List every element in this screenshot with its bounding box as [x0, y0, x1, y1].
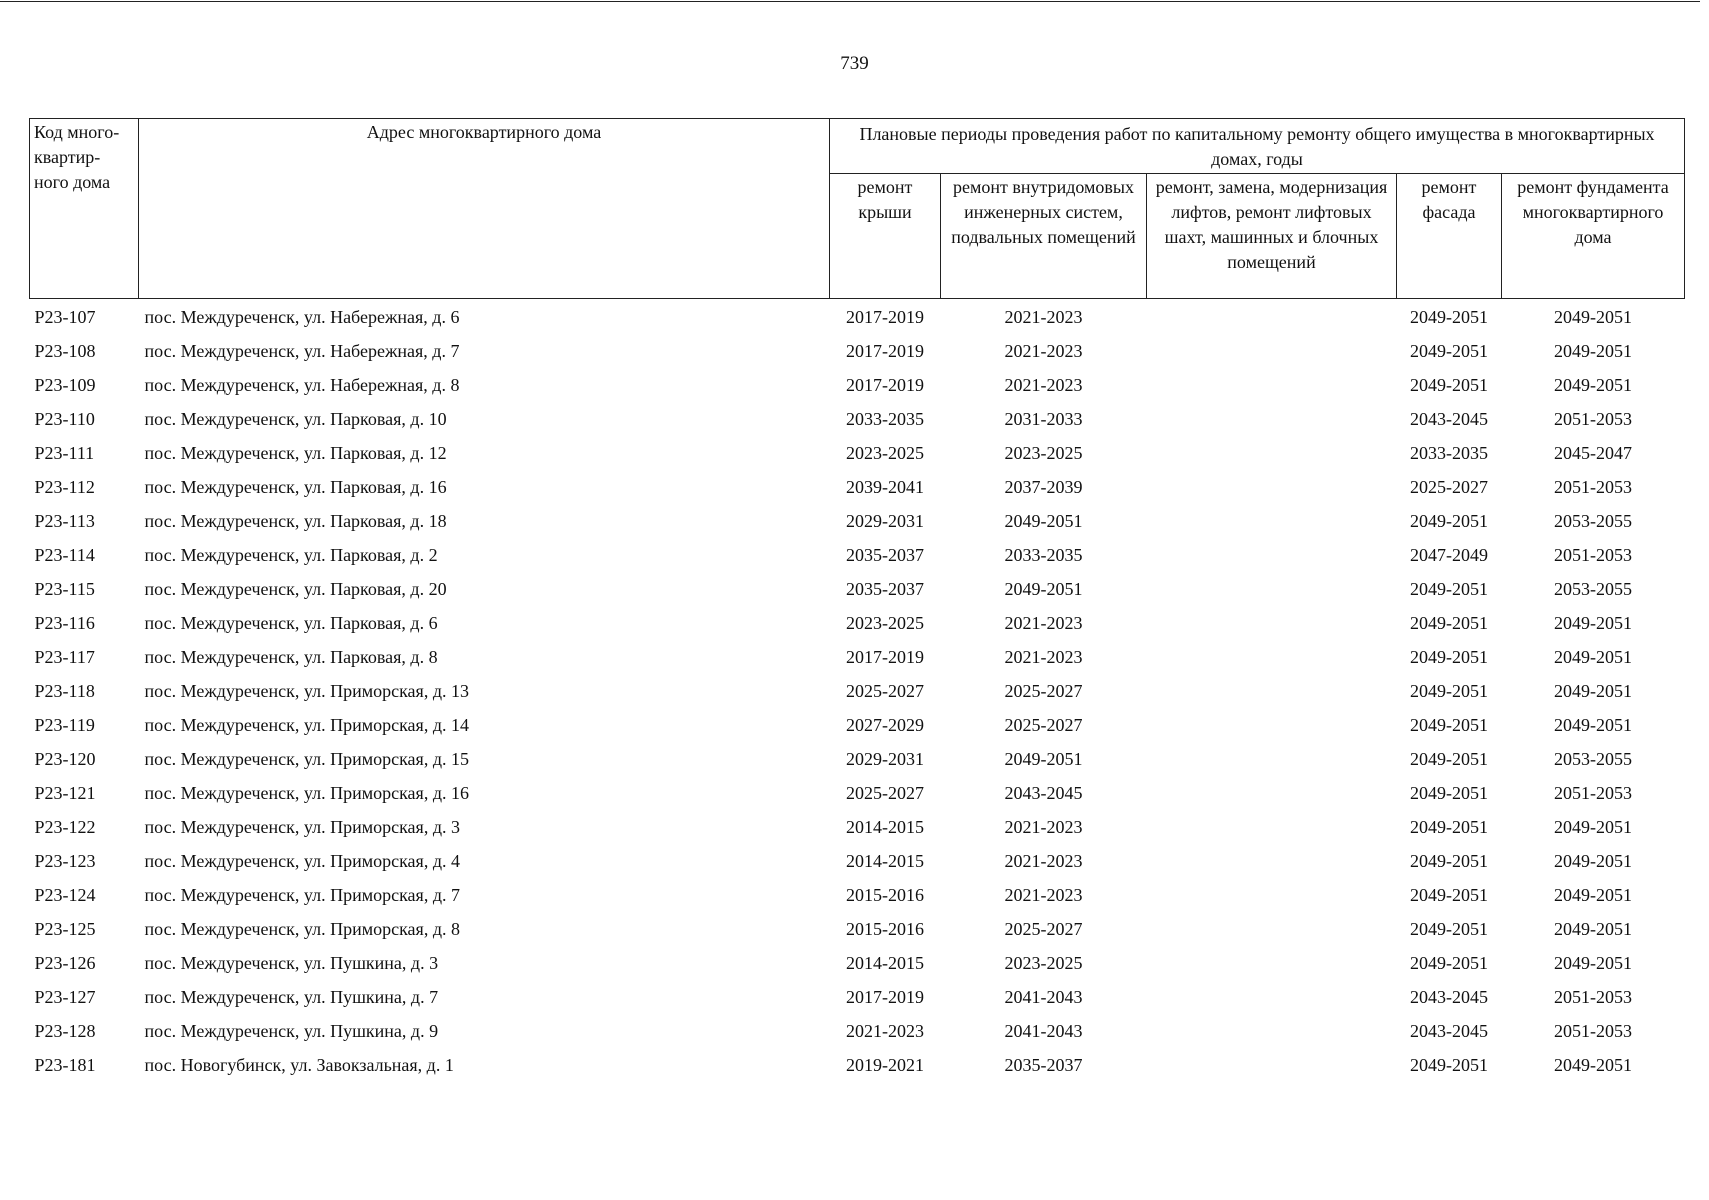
cell-facade: 2049-2051	[1410, 919, 1488, 939]
cell-facade: 2025-2027	[1410, 477, 1488, 497]
cell-elevators	[1147, 368, 1397, 402]
cell-foundation: 2049-2051	[1554, 681, 1632, 701]
cell-elevators	[1147, 470, 1397, 504]
cell-elevators	[1147, 1048, 1397, 1082]
cell-elevators	[1147, 980, 1397, 1014]
cell-engineering: 2021-2023	[1004, 341, 1083, 361]
cell-address: пос. Междуреченск, ул. Парковая, д. 6	[144, 613, 438, 633]
cell-engineering: 2021-2023	[1004, 851, 1083, 871]
cell-roof: 2039-2041	[846, 477, 924, 497]
table-row	[30, 402, 1685, 436]
cell-address: пос. Междуреченск, ул. Парковая, д. 18	[144, 511, 447, 531]
cell-roof: 2014-2015	[846, 953, 924, 973]
cell-facade: 2049-2051	[1410, 375, 1488, 395]
header-facade	[1397, 174, 1502, 299]
header-address-label: Адрес многоквартирного дома	[366, 122, 602, 142]
cell-elevators	[1147, 708, 1397, 742]
cell-address: пос. Междуреченск, ул. Пушкина, д. 9	[144, 1021, 439, 1041]
header-engineering	[941, 174, 1147, 299]
cell-roof: 2017-2019	[846, 341, 924, 361]
cell-facade: 2049-2051	[1410, 851, 1488, 871]
cell-elevators	[1147, 334, 1397, 368]
cell-foundation: 2049-2051	[1554, 307, 1632, 327]
cell-foundation: 2051-2053	[1554, 477, 1632, 497]
cell-roof: 2025-2027	[846, 783, 924, 803]
table-body	[30, 299, 1685, 1083]
cell-engineering: 2049-2051	[1004, 749, 1083, 769]
cell-engineering: 2043-2045	[1004, 783, 1083, 803]
cell-roof: 2033-2035	[846, 409, 924, 429]
cell-facade: 2049-2051	[1410, 817, 1488, 837]
table-row	[30, 878, 1685, 912]
cell-address: пос. Междуреченск, ул. Приморская, д. 4	[144, 851, 460, 871]
cell-code: P23-128	[34, 1021, 96, 1041]
cell-address: пос. Междуреченск, ул. Приморская, д. 8	[144, 919, 460, 939]
top-rule	[0, 1, 1700, 2]
cell-roof: 2014-2015	[846, 851, 924, 871]
cell-address: пос. Междуреченск, ул. Пушкина, д. 7	[144, 987, 439, 1007]
cell-roof: 2014-2015	[846, 817, 924, 837]
cell-engineering: 2023-2025	[1004, 443, 1083, 463]
cell-address: пос. Междуреченск, ул. Приморская, д. 16	[144, 783, 469, 803]
table-row	[30, 1048, 1685, 1082]
table-row	[30, 368, 1685, 402]
cell-facade: 2049-2051	[1410, 953, 1488, 973]
cell-foundation: 2051-2053	[1554, 783, 1632, 803]
cell-roof: 2017-2019	[846, 647, 924, 667]
cell-code: P23-181	[34, 1055, 96, 1075]
cell-address: пос. Междуреченск, ул. Приморская, д. 14	[144, 715, 469, 735]
cell-facade: 2049-2051	[1410, 783, 1488, 803]
cell-engineering: 2031-2033	[1004, 409, 1083, 429]
cell-elevators	[1147, 844, 1397, 878]
header-code-label: Код много- квартир- ного дома	[34, 122, 120, 192]
cell-foundation: 2049-2051	[1554, 375, 1632, 395]
cell-roof: 2017-2019	[846, 307, 924, 327]
cell-foundation: 2051-2053	[1554, 409, 1632, 429]
cell-elevators	[1147, 776, 1397, 810]
header-code	[30, 119, 139, 299]
cell-facade: 2049-2051	[1410, 1055, 1488, 1075]
cell-engineering: 2021-2023	[1004, 817, 1083, 837]
cell-foundation: 2049-2051	[1554, 341, 1632, 361]
cell-code: P23-126	[34, 953, 96, 973]
cell-engineering: 2025-2027	[1004, 919, 1083, 939]
cell-foundation: 2053-2055	[1554, 579, 1632, 599]
cell-foundation: 2049-2051	[1554, 715, 1632, 735]
cell-code: P23-122	[34, 817, 96, 837]
header-roof	[830, 174, 941, 299]
cell-foundation: 2051-2053	[1554, 545, 1632, 565]
cell-code: P23-115	[34, 579, 95, 599]
cell-code: P23-111	[34, 443, 95, 463]
table-row	[30, 776, 1685, 810]
cell-address: пос. Междуреченск, ул. Пушкина, д. 3	[144, 953, 439, 973]
table-row	[30, 640, 1685, 674]
cell-foundation: 2049-2051	[1554, 817, 1632, 837]
cell-engineering: 2033-2035	[1004, 545, 1083, 565]
table-row	[30, 912, 1685, 946]
cell-code: P23-118	[34, 681, 95, 701]
cell-code: P23-127	[34, 987, 96, 1007]
cell-elevators	[1147, 810, 1397, 844]
cell-foundation: 2049-2051	[1554, 1055, 1632, 1075]
cell-address: пос. Междуреченск, ул. Набережная, д. 8	[144, 375, 460, 395]
cell-foundation: 2053-2055	[1554, 511, 1632, 531]
cell-address: пос. Междуреченск, ул. Приморская, д. 13	[144, 681, 469, 701]
cell-engineering: 2041-2043	[1004, 987, 1083, 1007]
header-facade-label: ремонт фасада	[1421, 177, 1477, 222]
table-row	[30, 538, 1685, 572]
table-row	[30, 606, 1685, 640]
cell-elevators	[1147, 912, 1397, 946]
header-foundation-label: ремонт фундамента многоквартирного дома	[1517, 177, 1669, 247]
cell-elevators	[1147, 436, 1397, 470]
table-row	[30, 470, 1685, 504]
cell-engineering: 2049-2051	[1004, 511, 1083, 531]
table-row	[30, 436, 1685, 470]
table-row	[30, 504, 1685, 538]
header-engineering-label: ремонт внутридомовых инженерных систем, подвальных помещений	[951, 177, 1136, 247]
cell-engineering: 2025-2027	[1004, 715, 1083, 735]
cell-engineering: 2021-2023	[1004, 307, 1083, 327]
header-periods-group	[830, 119, 1685, 174]
header-roof-label: ремонт крыши	[857, 177, 913, 222]
cell-roof: 2029-2031	[846, 511, 924, 531]
table-row	[30, 708, 1685, 742]
cell-code: P23-117	[34, 647, 95, 667]
cell-foundation: 2049-2051	[1554, 885, 1632, 905]
cell-elevators	[1147, 299, 1397, 335]
cell-roof: 2025-2027	[846, 681, 924, 701]
header-foundation	[1502, 174, 1685, 299]
cell-code: P23-124	[34, 885, 96, 905]
cell-roof: 2015-2016	[846, 919, 924, 939]
cell-engineering: 2021-2023	[1004, 613, 1083, 633]
cell-roof: 2023-2025	[846, 613, 924, 633]
cell-roof: 2017-2019	[846, 987, 924, 1007]
cell-code: P23-123	[34, 851, 96, 871]
cell-elevators	[1147, 640, 1397, 674]
cell-facade: 2043-2045	[1410, 409, 1488, 429]
cell-facade: 2049-2051	[1410, 749, 1488, 769]
table-row	[30, 674, 1685, 708]
cell-foundation: 2045-2047	[1554, 443, 1632, 463]
cell-code: P23-110	[34, 409, 95, 429]
cell-engineering: 2035-2037	[1004, 1055, 1083, 1075]
cell-facade: 2049-2051	[1410, 715, 1488, 735]
cell-facade: 2043-2045	[1410, 1021, 1488, 1041]
cell-roof: 2017-2019	[846, 375, 924, 395]
cell-address: пос. Междуреченск, ул. Приморская, д. 15	[144, 749, 469, 769]
cell-code: P23-125	[34, 919, 96, 939]
cell-roof: 2035-2037	[846, 579, 924, 599]
cell-elevators	[1147, 504, 1397, 538]
cell-code: P23-108	[34, 341, 96, 361]
table-row	[30, 1014, 1685, 1048]
cell-address: пос. Междуреченск, ул. Набережная, д. 7	[144, 341, 460, 361]
cell-foundation: 2049-2051	[1554, 647, 1632, 667]
table-row	[30, 946, 1685, 980]
cell-code: P23-120	[34, 749, 96, 769]
cell-facade: 2049-2051	[1410, 647, 1488, 667]
cell-address: пос. Междуреченск, ул. Парковая, д. 20	[144, 579, 447, 599]
cell-facade: 2049-2051	[1410, 681, 1488, 701]
cell-elevators	[1147, 402, 1397, 436]
table-header	[30, 119, 1685, 299]
cell-elevators	[1147, 742, 1397, 776]
cell-foundation: 2051-2053	[1554, 1021, 1632, 1041]
cell-code: P23-116	[34, 613, 95, 633]
header-elevators-label: ремонт, замена, модернизация лифтов, ремонт лифтовых шахт, машинных и блочных помещений	[1155, 177, 1388, 272]
cell-engineering: 2023-2025	[1004, 953, 1083, 973]
cell-facade: 2049-2051	[1410, 341, 1488, 361]
cell-address: пос. Междуреченск, ул. Набережная, д. 6	[144, 307, 460, 327]
table-row	[30, 810, 1685, 844]
cell-code: P23-121	[34, 783, 96, 803]
cell-foundation: 2049-2051	[1554, 953, 1632, 973]
cell-address: пос. Междуреченск, ул. Парковая, д. 12	[144, 443, 447, 463]
table-row	[30, 742, 1685, 776]
cell-foundation: 2053-2055	[1554, 749, 1632, 769]
cell-code: P23-109	[34, 375, 96, 395]
cell-code: P23-107	[34, 307, 96, 327]
cell-address: пос. Междуреченск, ул. Приморская, д. 7	[144, 885, 460, 905]
cell-elevators	[1147, 606, 1397, 640]
cell-engineering: 2041-2043	[1004, 1021, 1083, 1041]
cell-address: пос. Новогубинск, ул. Завокзальная, д. 1	[144, 1055, 454, 1075]
capital-repair-table	[29, 118, 1685, 1082]
cell-engineering: 2049-2051	[1004, 579, 1083, 599]
cell-engineering: 2021-2023	[1004, 647, 1083, 667]
table-row	[30, 299, 1685, 335]
table-row	[30, 844, 1685, 878]
cell-facade: 2047-2049	[1410, 545, 1488, 565]
cell-code: P23-113	[34, 511, 95, 531]
cell-engineering: 2025-2027	[1004, 681, 1083, 701]
cell-facade: 2033-2035	[1410, 443, 1488, 463]
table-row	[30, 334, 1685, 368]
cell-code: P23-114	[34, 545, 95, 565]
cell-facade: 2049-2051	[1410, 579, 1488, 599]
table-row	[30, 980, 1685, 1014]
cell-code: P23-112	[34, 477, 95, 497]
cell-code: P23-119	[34, 715, 95, 735]
cell-facade: 2049-2051	[1410, 307, 1488, 327]
cell-facade: 2049-2051	[1410, 613, 1488, 633]
cell-roof: 2035-2037	[846, 545, 924, 565]
cell-elevators	[1147, 946, 1397, 980]
cell-foundation: 2049-2051	[1554, 919, 1632, 939]
cell-address: пос. Междуреченск, ул. Парковая, д. 10	[144, 409, 447, 429]
cell-roof: 2027-2029	[846, 715, 924, 735]
header-periods-group-label: Плановые периоды проведения работ по капитальному ремонту общего имущества в многоквартирных домах, годы	[859, 124, 1655, 169]
header-address	[139, 119, 830, 299]
cell-engineering: 2037-2039	[1004, 477, 1083, 497]
cell-elevators	[1147, 1014, 1397, 1048]
cell-address: пос. Междуреченск, ул. Приморская, д. 3	[144, 817, 460, 837]
cell-engineering: 2021-2023	[1004, 375, 1083, 395]
cell-facade: 2049-2051	[1410, 511, 1488, 531]
cell-address: пос. Междуреченск, ул. Парковая, д. 8	[144, 647, 438, 667]
cell-roof: 2021-2023	[846, 1021, 924, 1041]
cell-foundation: 2049-2051	[1554, 613, 1632, 633]
cell-address: пос. Междуреченск, ул. Парковая, д. 16	[144, 477, 447, 497]
cell-roof: 2023-2025	[846, 443, 924, 463]
cell-elevators	[1147, 572, 1397, 606]
cell-elevators	[1147, 878, 1397, 912]
cell-elevators	[1147, 538, 1397, 572]
cell-foundation: 2051-2053	[1554, 987, 1632, 1007]
cell-address: пос. Междуреченск, ул. Парковая, д. 2	[144, 545, 438, 565]
table-row	[30, 572, 1685, 606]
cell-facade: 2049-2051	[1410, 885, 1488, 905]
cell-elevators	[1147, 674, 1397, 708]
cell-roof: 2019-2021	[846, 1055, 924, 1075]
cell-engineering: 2021-2023	[1004, 885, 1083, 905]
cell-roof: 2029-2031	[846, 749, 924, 769]
cell-foundation: 2049-2051	[1554, 851, 1632, 871]
cell-facade: 2043-2045	[1410, 987, 1488, 1007]
page-number: 739	[840, 53, 869, 74]
cell-roof: 2015-2016	[846, 885, 924, 905]
header-elevators	[1147, 174, 1397, 299]
